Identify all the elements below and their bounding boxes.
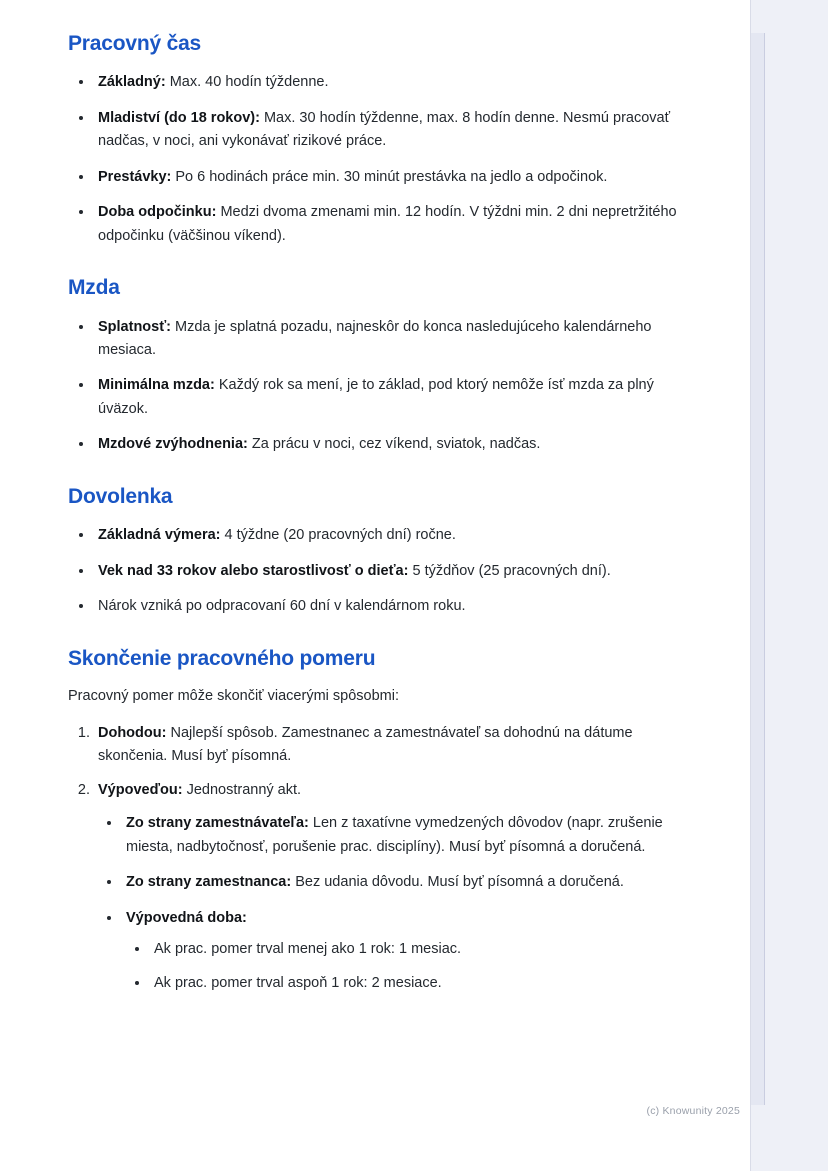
bullet-list [68,524,690,618]
list-item [122,812,690,859]
list-item-text: Ak prac. pomer trval menej ako 1 rok: 1 mesiac. [154,941,462,958]
bullet-list [68,316,690,457]
section-pracovny-cas [68,30,690,248]
list-item [94,722,690,769]
scroll-track[interactable] [751,33,765,1105]
list-item [94,107,690,154]
list-item [94,433,690,456]
list-item-label: Minimálna mzda: [98,377,215,394]
sub-bullet-list [98,812,690,995]
list-item [94,374,690,421]
list-item-text: Každý rok sa mení, je to základ, pod ktorý nemôže ísť mzda za plný úväzok. [98,377,654,417]
list-item [94,201,690,248]
list-item-label: Mzdové zvýhodnenia: [98,436,248,453]
page-side-strip [750,0,828,1171]
list-item-text: Za prácu v noci, cez víkend, sviatok, nadčas. [247,436,541,453]
list-item-label: Dohodou: [98,724,167,741]
section-intro: Pracovný pomer môže skončiť viacerými spôsobmi: [68,687,399,704]
list-item-text: Max. 40 hodín týždenne. [165,74,329,91]
bullet-list [68,71,690,248]
section-heading: Skončenie pracovného pomeru [68,646,376,670]
section-heading: Dovolenka [68,484,173,508]
list-item-text: Po 6 hodinách práce min. 30 minút prestávka na jedlo a odpočinok. [171,168,608,185]
list-item-label: Zo strany zamestnanca: [126,874,292,891]
section-heading: Pracovný čas [68,32,202,55]
list-item-label: Zo strany zamestnávateľa: [126,815,309,832]
list-item-label: Prestávky: [98,168,172,185]
list-item-text: Mzda je splatná pozadu, najneskôr do konca nasledujúceho kalendárneho mesiaca. [98,318,652,358]
list-item-label: Mladiství (do 18 rokov): [98,109,260,126]
list-item-label: Splatnosť: [98,318,172,335]
list-item-label: Základný: [98,74,166,91]
list-item-text: Max. 30 hodín týždenne, max. 8 hodín denne. Nesmú pracovať nadčas, v noci, ani vykonávať rizikové práce. [98,109,671,150]
list-item [150,938,690,961]
list-item-label: Vek nad 33 rokov alebo starostlivosť o dieťa: [98,562,409,579]
list-item-text: Jednostranný akt. [182,781,302,798]
list-item-label: Výpoveďou: [98,781,183,798]
list-item-text: Len z taxatívne vymedzených dôvodov (napr. zrušenie miesta, nadbytočnosť, porušenie prac. disciplíny). Musí byť písomná a doručená. [126,815,663,855]
list-item-label: Doba odpočinku: [98,204,217,221]
numbered-list [68,722,690,995]
sub-sub-bullet-list [126,938,690,995]
list-item [94,524,690,547]
copyright-footer: (c) Knowunity 2025 [646,1105,740,1117]
list-item [150,972,690,995]
section-mzda [68,274,690,457]
list-item [94,779,690,995]
section-dovolenka [68,483,690,619]
list-item [94,316,690,363]
section-skoncenie-pracovneho-pomeru [68,645,690,995]
list-item-text: Najlepší spôsob. Zamestnanec a zamestnávateľ sa dohodnú na dátume skončenia. Musí byť písomná. [98,724,633,765]
list-item [94,595,690,618]
list-item-text: Medzi dvoma zmenami min. 12 hodín. V týždni min. 2 dni nepretržitého odpočinku (väčšinou víkend). [98,204,677,244]
list-item [122,871,690,894]
list-item-text: 4 týždne (20 pracovných dní) ročne. [220,527,456,544]
list-item [94,560,690,583]
section-heading: Mzda [68,276,120,300]
list-item-text: Bez udania dôvodu. Musí byť písomná a doručená. [291,874,624,891]
list-item-text: Ak prac. pomer trval aspoň 1 rok: 2 mesiace. [154,974,442,991]
list-item [122,907,690,995]
list-item-text: 5 týždňov (25 pracovných dní). [408,562,611,579]
list-item-text: Nárok vzniká po odpracovaní 60 dní v kalendárnom roku. [98,598,466,615]
list-item [94,166,690,189]
list-item [94,71,690,94]
list-item-label: Základná výmera: [98,527,221,544]
list-item-label: Výpovedná doba: [126,909,247,926]
